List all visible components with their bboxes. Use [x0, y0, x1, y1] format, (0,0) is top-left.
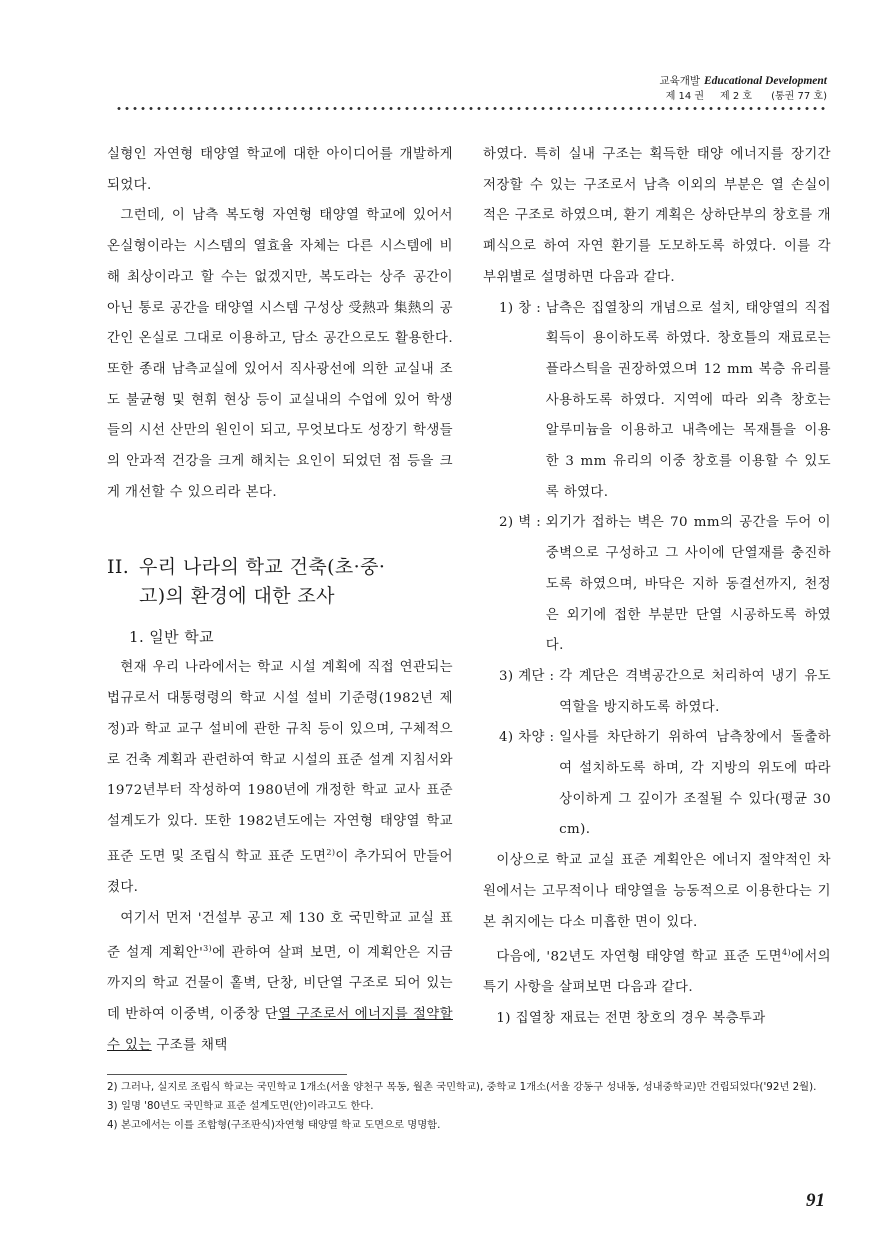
paragraph-text: 구조를 채택 [151, 1037, 228, 1053]
section-number: II. [107, 556, 130, 579]
journal-title-korean: 교육개발 [659, 75, 701, 87]
footnote [107, 1097, 831, 1116]
subsection-heading: 1. 일반 학교 [129, 628, 215, 647]
footnotes [107, 1078, 831, 1135]
paragraph-text: 이 추가되어 만들어졌다. [107, 849, 453, 895]
list-label: 3) 계단 : [499, 668, 560, 684]
list-text: 일사를 차단하기 위하여 남측창에서 돌출하여 설치하도록 하며, 각 지방의 위도에 따라 상이하게 그 깊이가 조절될 수 있다(평균 30 cm). [559, 730, 831, 838]
journal-title [659, 74, 827, 88]
list-text: 각 계단은 격벽공간으로 처리하여 냉기 유도 역할을 방지하도록 하였다. [559, 668, 831, 715]
volume-label: 제 14 권 [665, 91, 705, 102]
issue-label: 제 2 호 [720, 91, 753, 102]
footnote-text: 본고에서는 이를 조합형(구조판식)자연형 태양열 학교 도면으로 명명함. [121, 1119, 441, 1131]
section-heading [107, 553, 453, 611]
list-item [483, 662, 831, 723]
paragraph-continued: 하였다. 특히 실내 구조는 획득한 태양 에너지를 장기간 저장할 수 있는 구조로서 남측 이외의 부분은 열 손실이 적은 구조로 하였으며, 환기 계획은 상하단부의 창호를 개폐식으로 하여 자연 환기를 도모하도록 하였다. 이를 각 부위별로 설명하면 다음과 같다. [483, 147, 831, 285]
footnote-number: 4) [107, 1119, 118, 1131]
paragraph: 이상으로 학교 교실 표준 계획안은 에너지 절약적인 차원에서는 고무적이나 태양열을 능동적으로 이용한다는 기본 취지에는 다소 미흡한 면이 있다. [483, 853, 831, 930]
list-text: 남측은 집열창의 개념으로 설치, 태양열의 직접 획득이 용이하도록 하였다. 창호틀의 재료로는 플라스틱을 권장하였으며 12 mm 복층 유리를 사용하도록 하였다. 지역에 따라 외측 창호는 알루미늄을 이용하고 내측에는 목재틀을 이용한 3 mm 유리의 이중 창호를 이용할 수 있도록 하였다. [545, 300, 831, 500]
footnote-number: 2) [107, 1081, 118, 1093]
list-label: 2) 벽 : [499, 515, 546, 531]
total-issue-label: (통권 77 호) [771, 91, 827, 102]
paragraph: 1) 집열창 재료는 전면 창호의 경우 복층투과 [496, 1011, 766, 1027]
left-column [107, 140, 453, 1062]
paragraph-text: 에 관하여 살펴 보면, 이 계획안은 지금까지의 학교 건물이 홑벽, 단창, 비단열 구조로 되어 있는 데 반하여 이중벽, 이중창 단 [107, 945, 454, 1023]
right-column [483, 140, 831, 1035]
paragraph-text: 다음에, '82년도 자연형 태양열 학교 표준 도면 [496, 949, 782, 965]
running-header [659, 74, 827, 104]
paragraph: 그런데, 이 남측 복도형 자연형 태양열 학교에 있어서 온실형이라는 시스템의 열효율 자체는 다른 시스템에 비해 최상이라고 할 수는 없겠지만, 복도라는 상주 공간이 아닌 통로 공간을 태양열 시스템 구성상 受熱과 集熱의 공간인 온실로 그대로 이용하고, 담소 공간으로도 활용한다. 또한 종래 남측교실에 있어서 직사광선에 의한 교실내 조도 불균형 및 현휘 현상 등이 교실내의 수업에 있어 학생들의 시선 산만의 원인이 되고, 무엇보다도 성장기 학생들의 안과적 건강을 크게 해치는 요인이 되었던 점 등을 크게 개선할 수 있으리라 본다. [107, 208, 453, 500]
journal-title-english: Educational Development [704, 75, 827, 87]
paragraph-text: 현재 우리 나라에서는 학교 시설 계획에 직접 연관되는 법규로서 대통령령의 학교 시설 설비 기준령(1982년 제정)과 학교 교구 설비에 관한 규칙 등이 있으며, 구체적으로 건축 계획과 관련하여 학교 시설의 표준 설계 지침서와 1972년부터 작성하여 1980년에 개정한 학교 교사 표준 설계도가 있다. 또한 1982년도에는 자연형 태양열 학교 표준 도면 및 조립식 학교 표준 도면 [107, 660, 453, 865]
footnote-ref: 3) [203, 944, 213, 954]
footnote-divider [107, 1074, 347, 1075]
paragraph [107, 904, 453, 1062]
footnote-ref: 4) [781, 948, 791, 958]
list-text: 외기가 접하는 벽은 70 mm의 공간을 두어 이중벽으로 구성하고 그 사이에 단열재를 충진하도록 하였으며, 바닥은 지하 동결선까지, 천정은 외기에 접한 부분만 단열 시공하도록 하였다. [545, 515, 831, 654]
page-number: 91 [806, 1190, 825, 1211]
header-dotted-rule [115, 106, 827, 111]
footnote-text: 그러나, 실지로 조립식 학교는 국민학교 1개소(서울 양천구 목동, 월촌 국민학교), 중학교 1개소(서울 강동구 성내동, 성내중학교)만 건립되었다('92년 2월). [121, 1081, 817, 1093]
list-label: 4) 차양 : [499, 730, 560, 746]
paragraph-text: 여기서 먼저 '건설부 공고 제 130 호 국민학교 교실 표준 설계 계획안' [107, 910, 453, 961]
list-item [483, 294, 831, 509]
footnote-number: 3) [107, 1100, 118, 1112]
paragraph-continued: 실형인 자연형 태양열 학교에 대한 아이디어를 개발하게 되었다. [107, 147, 453, 193]
section-title-line1: 우리 나라의 학교 건축(초·중· [139, 556, 386, 579]
underlined-text: 열 구조로서 에너지를 절약할 수 있는 [107, 1007, 453, 1053]
issue-info [659, 90, 827, 104]
paragraph-text: 에서의 특기 사항을 살펴보면 다음과 같다. [483, 949, 831, 996]
footnote [107, 1078, 831, 1097]
footnote-ref: 2) [326, 847, 336, 857]
section-title-line2: 고)의 환경에 대한 조사 [139, 585, 335, 608]
list-item [483, 508, 831, 662]
list-label: 1) 창 : [499, 300, 546, 316]
paragraph [483, 938, 831, 1004]
list-item [483, 723, 831, 846]
footnote-text: 일명 '80년도 국민학교 표준 설계도면(안)이라고도 한다. [121, 1100, 374, 1112]
paragraph [107, 653, 453, 903]
footnote [107, 1116, 831, 1135]
